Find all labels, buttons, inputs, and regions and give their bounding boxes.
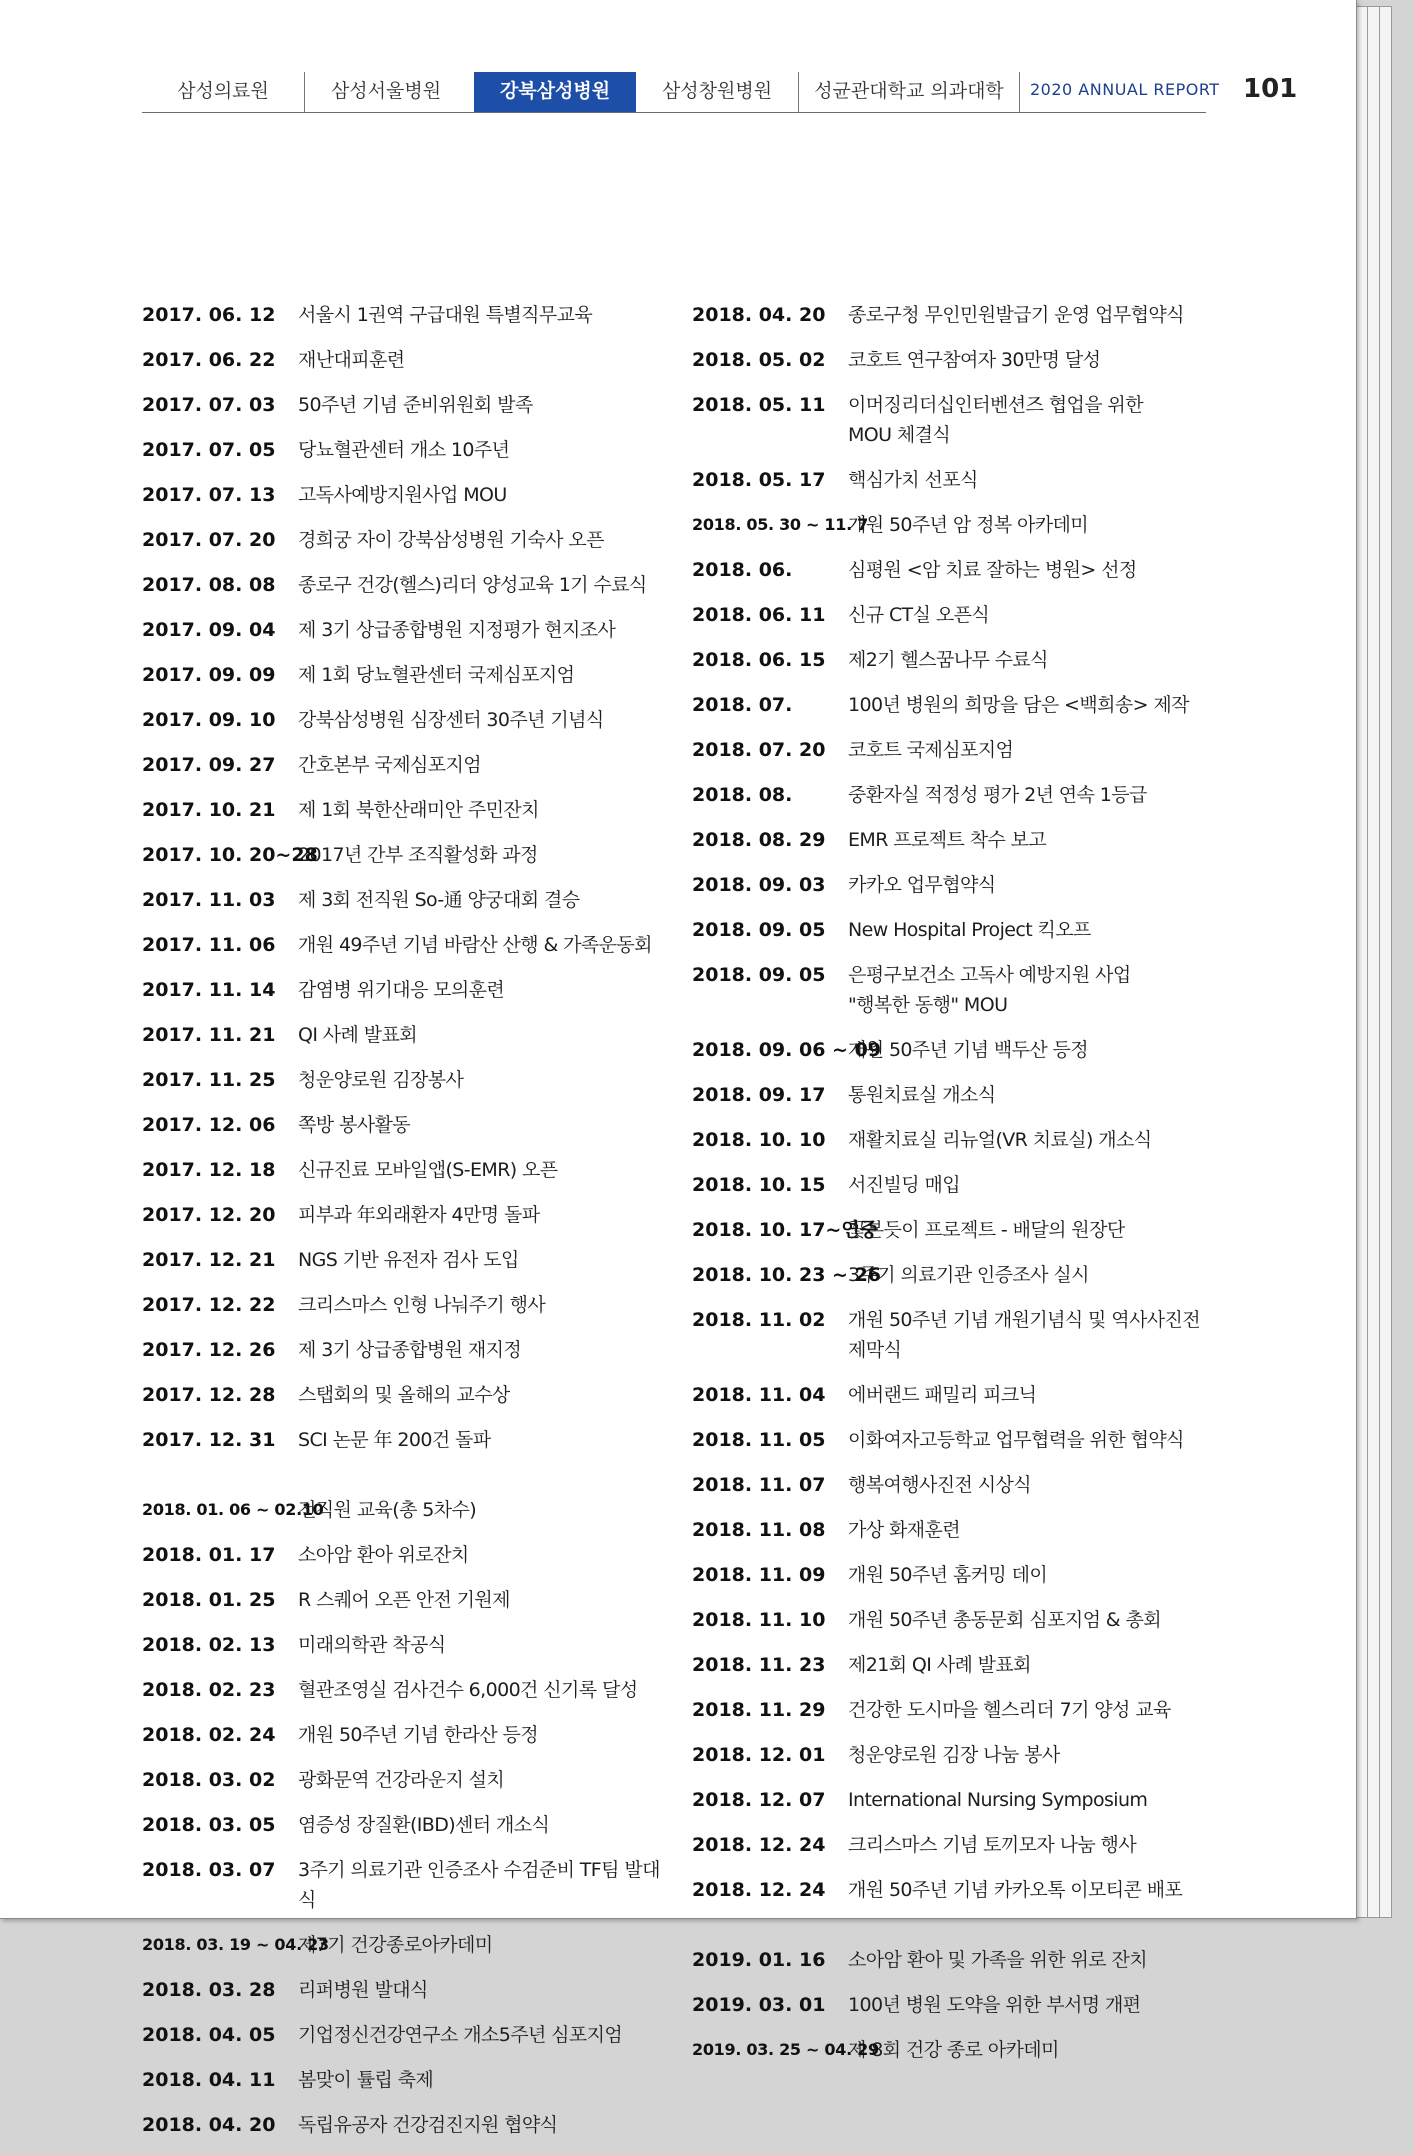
- entry-date: 2017. 07. 13: [142, 484, 276, 506]
- timeline-entry: [692, 555, 1212, 585]
- entry-text: 서울시 1권역 구급대원 특별직무교육: [298, 304, 593, 326]
- timeline-entry: [142, 705, 672, 735]
- timeline-entry: [692, 1215, 1212, 1245]
- entry-date: 2018. 01. 17: [142, 1544, 276, 1566]
- entry-text: 개원 50주년 홈커밍 데이: [848, 1564, 1048, 1586]
- entry-date: 2018. 11. 05: [692, 1429, 826, 1451]
- entry-text: 은평구보건소 고독사 예방지원 사업: [848, 964, 1131, 986]
- timeline-entry: [692, 1560, 1212, 1590]
- timeline-entry: [692, 1260, 1212, 1290]
- entry-text: 3주기 의료기관 인증조사 수검준비 TF팀 발대식: [298, 1859, 660, 1911]
- timeline-entry: [142, 1810, 672, 1840]
- entry-text: 간호본부 국제심포지엄: [298, 754, 481, 776]
- entry-text: 서진빌딩 매입: [848, 1174, 960, 1196]
- entry-date: 2018. 10. 15: [692, 1174, 826, 1196]
- timeline-entry: [142, 2020, 672, 2050]
- entry-text: 독립유공자 건강검진지원 협약식: [298, 2114, 558, 2136]
- entry-text: 제2기 헬스꿈나무 수료식: [848, 649, 1048, 671]
- entry-date: 2017. 07. 03: [142, 394, 276, 416]
- entry-date: 2017. 09. 10: [142, 709, 276, 731]
- timeline-entry: [142, 885, 672, 915]
- entry-date: 2018. 09. 05: [692, 919, 826, 941]
- entry-text: 개원 50주년 기념 카카오톡 이모티콘 배포: [848, 1879, 1183, 1901]
- entry-text: 소아암 환아 위로잔치: [298, 1544, 469, 1566]
- tab-kangbuk-samsung-hospital[interactable]: 강북삼성병원: [474, 72, 636, 112]
- entry-text: 에버랜드 패밀리 피크닉: [848, 1384, 1037, 1406]
- entry-text: 제 1회 북한산래미안 주민잔치: [298, 799, 539, 821]
- entry-date: 2017. 10. 20~28: [142, 844, 318, 866]
- entry-text: 종로구청 무인민원발급기 운영 업무협약식: [848, 304, 1184, 326]
- timeline-entry: [142, 300, 672, 330]
- timeline-entry: [692, 1695, 1212, 1725]
- entry-text: 신규진료 모바일앱(S-EMR) 오픈: [298, 1159, 558, 1181]
- page-number: 101: [1243, 74, 1298, 104]
- entry-date: 2018. 11. 09: [692, 1564, 826, 1586]
- timeline-entry: [692, 915, 1212, 945]
- entry-date: 2017. 09. 09: [142, 664, 276, 686]
- entry-date: 2018. 03. 07: [142, 1859, 276, 1881]
- entry-date: 2018. 12. 01: [692, 1744, 826, 1766]
- entry-date: 2018. 05. 02: [692, 349, 826, 371]
- entry-text: 봄맞이 튤립 축제: [298, 2069, 434, 2091]
- timeline-entry: [142, 1720, 672, 1750]
- entry-date: 2018. 07.: [692, 694, 793, 716]
- entry-date: 2018. 09. 06 ~ 09: [692, 1039, 882, 1061]
- entry-text-continued: "행복한 동행" MOU: [848, 994, 1008, 1016]
- tab-samsung-changwon-hospital[interactable]: 삼성창원병원: [636, 72, 799, 112]
- entry-text: 소아암 환아 및 가족을 위한 위로 잔치: [848, 1949, 1147, 1971]
- entry-date: 2018. 12. 24: [692, 1879, 826, 1901]
- entry-date: 2017. 12. 22: [142, 1294, 276, 1316]
- timeline-entry: [142, 930, 672, 960]
- entry-text: 3주기 의료기관 인증조사 실시: [848, 1264, 1089, 1286]
- timeline-entry: [142, 660, 672, 690]
- entry-text: 경희궁 자이 강북삼성병원 기숙사 오픈: [298, 529, 604, 551]
- entry-text: 개원 49주년 기념 바람산 산행 & 가족운동회: [298, 934, 652, 956]
- entry-date: 2018. 02. 24: [142, 1724, 276, 1746]
- timeline-entry: [142, 840, 672, 870]
- timeline-entry: [142, 1855, 672, 1915]
- timeline-entry: [142, 1765, 672, 1795]
- entry-text-continued: MOU 체결식: [848, 424, 951, 446]
- timeline-entry: [142, 1380, 672, 1410]
- entry-date: 2017. 09. 04: [142, 619, 276, 641]
- timeline-entry: [692, 1785, 1212, 1815]
- timeline-entry: [692, 1035, 1212, 1065]
- timeline-entry: [142, 2065, 672, 2095]
- entry-text: 제 3기 상급종합병원 재지정: [298, 1339, 522, 1361]
- entry-text: EMR 프로젝트 착수 보고: [848, 829, 1047, 851]
- entry-date: 2018. 11. 02: [692, 1309, 826, 1331]
- entry-date: 2018. 12. 07: [692, 1789, 826, 1811]
- entry-date: 2017. 11. 14: [142, 979, 276, 1001]
- entry-date: 2018. 11. 10: [692, 1609, 826, 1631]
- entry-text: 크리스마스 기념 토끼모자 나눔 행사: [848, 1834, 1137, 1856]
- timeline-entry: [142, 1585, 672, 1615]
- entry-text: 감염병 위기대응 모의훈련: [298, 979, 505, 1001]
- entry-text: 심평원 <암 치료 잘하는 병원> 선정: [848, 559, 1137, 581]
- entry-text: SCI 논문 年 200건 돌파: [298, 1429, 491, 1451]
- timeline-entry: [142, 525, 672, 555]
- entry-text: 강북삼성병원 심장센터 30주년 기념식: [298, 709, 604, 731]
- entry-date: 2018. 06. 11: [692, 604, 826, 626]
- entry-text: 고독사예방지원사업 MOU: [298, 484, 507, 506]
- entry-date: 2018. 09. 05: [692, 964, 826, 986]
- timeline-entry: [692, 345, 1212, 375]
- timeline-entry: [692, 1380, 1212, 1410]
- timeline-entry: [692, 1080, 1212, 1110]
- entry-date: 2018. 11. 23: [692, 1654, 826, 1676]
- timeline-entry: [692, 1425, 1212, 1455]
- timeline-entry: [142, 795, 672, 825]
- timeline-entry: [142, 1495, 672, 1525]
- timeline-column-right: [692, 300, 1212, 2080]
- timeline-entry: [692, 1740, 1212, 1770]
- entry-text: 건강한 도시마을 헬스리더 7기 양성 교육: [848, 1699, 1171, 1721]
- entry-date: 2017. 08. 08: [142, 574, 276, 596]
- entry-text: 제 3기 상급종합병원 지정평가 현지조사: [298, 619, 616, 641]
- entry-text: 개원 50주년 기념 개원기념식 및 역사사진전: [848, 1309, 1200, 1331]
- entry-date: 2018. 03. 28: [142, 1979, 276, 2001]
- timeline-entry: [692, 1170, 1212, 1200]
- entry-date: 2019. 01. 16: [692, 1949, 826, 1971]
- entry-date: 2017. 06. 22: [142, 349, 276, 371]
- timeline-entry: [692, 1605, 1212, 1635]
- entry-date: 2018. 03. 05: [142, 1814, 276, 1836]
- entry-date: 2018. 06. 15: [692, 649, 826, 671]
- entry-text: 청운양로원 김장 나눔 봉사: [848, 1744, 1060, 1766]
- timeline-entry: [142, 1245, 672, 1275]
- entry-text: 제 1회 당뇨혈관센터 국제심포지엄: [298, 664, 575, 686]
- entry-date: 2018. 11. 08: [692, 1519, 826, 1541]
- entry-date: 2018. 07. 20: [692, 739, 826, 761]
- entry-text: NGS 기반 유전자 검사 도입: [298, 1249, 519, 1271]
- timeline-entry: [692, 390, 1212, 450]
- entry-date: 2017. 12. 20: [142, 1204, 276, 1226]
- timeline-entry: [692, 690, 1212, 720]
- timeline-entry: [692, 870, 1212, 900]
- entry-text: 재난대피훈련: [298, 349, 405, 371]
- entry-date: 2018. 10. 10: [692, 1129, 826, 1151]
- entry-text: 피부과 年외래환자 4만명 돌파: [298, 1204, 540, 1226]
- entry-text: 100년 병원 도약을 위한 부서명 개편: [848, 1994, 1141, 2016]
- entry-text: 청운양로원 김장봉사: [298, 1069, 464, 1091]
- entry-date: 2018. 03. 19 ~ 04. 23: [142, 1935, 329, 1954]
- entry-text: 행복여행사진전 시상식: [848, 1474, 1031, 1496]
- annual-report-label: 2020 ANNUAL REPORT: [1030, 80, 1220, 99]
- timeline-entry: [692, 465, 1212, 495]
- entry-date: 2017. 11. 25: [142, 1069, 276, 1091]
- entry-text: 50주년 기념 준비위원회 발족: [298, 394, 533, 416]
- timeline-entry: [692, 2035, 1212, 2065]
- entry-text: 스탭회의 및 올해의 교수상: [298, 1384, 510, 1406]
- tab-samsung-medical-center[interactable]: 삼성의료원: [142, 72, 305, 112]
- timeline-entry: [142, 750, 672, 780]
- entry-text: 카카오 업무협약식: [848, 874, 996, 896]
- entry-text: 2017년 간부 조직활성화 과정: [298, 844, 538, 866]
- timeline-entry: [692, 1945, 1212, 1975]
- entry-date: 2018. 11. 07: [692, 1474, 826, 1496]
- timeline-entry: [692, 735, 1212, 765]
- entry-text: 제7기 건강종로아카데미: [298, 1934, 493, 1956]
- entry-date: 2018. 02. 13: [142, 1634, 276, 1656]
- entry-date: 2019. 03. 01: [692, 1994, 826, 2016]
- entry-date: 2017. 12. 26: [142, 1339, 276, 1361]
- entry-text: 제21회 QI 사례 발표회: [848, 1654, 1031, 1676]
- entry-text: New Hospital Project 킥오프: [848, 919, 1091, 941]
- entry-text: 개원 50주년 기념 한라산 등정: [298, 1724, 539, 1746]
- timeline-entry: [692, 1650, 1212, 1680]
- timeline-entry: [142, 615, 672, 645]
- entry-text: 염증성 장질환(IBD)센터 개소식: [298, 1814, 550, 1836]
- entry-date: 2018. 02. 23: [142, 1679, 276, 1701]
- entry-text: 통원치료실 개소식: [848, 1084, 996, 1106]
- entry-text: 개원 50주년 암 정복 아카데미: [848, 514, 1089, 536]
- entry-text: 기업정신건강연구소 개소5주년 심포지엄: [298, 2024, 623, 2046]
- timeline-entry: [142, 570, 672, 600]
- timeline-entry: [142, 1200, 672, 1230]
- entry-text: 이머징리더십인터벤션즈 협업을 위한: [848, 394, 1143, 416]
- entry-date: 2017. 12. 06: [142, 1114, 276, 1136]
- entry-text: 100년 병원의 희망을 담은 <백희송> 제작: [848, 694, 1189, 716]
- timeline-entry: [142, 1630, 672, 1660]
- entry-text-continued: 제막식: [848, 1339, 902, 1361]
- timeline-entry: [142, 435, 672, 465]
- entry-date: 2017. 11. 06: [142, 934, 276, 956]
- entry-text: R 스퀘어 오픈 안전 기원제: [298, 1589, 510, 1611]
- entry-date: 2017. 09. 27: [142, 754, 276, 776]
- timeline-entry: [142, 1335, 672, 1365]
- timeline-entry: [142, 345, 672, 375]
- timeline-entry: [142, 1020, 672, 1050]
- tab-skku-medical-school[interactable]: 성균관대학교 의과대학: [799, 72, 1020, 112]
- entry-date: 2018. 11. 29: [692, 1699, 826, 1721]
- entry-date: 2018. 08. 29: [692, 829, 826, 851]
- tab-samsung-seoul-hospital[interactable]: 삼성서울병원: [330, 80, 442, 102]
- entry-text: 가상 화재훈련: [848, 1519, 960, 1541]
- timeline-entry: [142, 1425, 672, 1455]
- entry-date: 2017. 10. 21: [142, 799, 276, 821]
- entry-text: 전직원 교육(총 5차수): [298, 1499, 477, 1521]
- timeline-entry: [142, 1290, 672, 1320]
- entry-date: 2017. 12. 18: [142, 1159, 276, 1181]
- timeline-entry: [692, 1470, 1212, 1500]
- entry-date: 2017. 07. 20: [142, 529, 276, 551]
- entry-date: 2017. 11. 03: [142, 889, 276, 911]
- timeline-entry: [142, 2110, 672, 2140]
- timeline-entry: [142, 1930, 672, 1960]
- entry-date: 2018. 06.: [692, 559, 793, 581]
- entry-text: 코호트 국제심포지엄: [848, 739, 1014, 761]
- entry-date: 2018. 10. 23 ~ 26: [692, 1264, 882, 1286]
- entry-text: 재활치료실 리뉴얼(VR 치료실) 개소식: [848, 1129, 1152, 1151]
- entry-text: 광화문역 건강라운지 설치: [298, 1769, 505, 1791]
- timeline-entry: [692, 600, 1212, 630]
- entry-text: 신규 CT실 오픈식: [848, 604, 990, 626]
- timeline-entry: [142, 480, 672, 510]
- timeline-entry: [142, 1065, 672, 1095]
- entry-text: 종로구 건강(헬스)리더 양성교육 1기 수료식: [298, 574, 647, 596]
- entry-text: 당뇨혈관센터 개소 10주년: [298, 439, 510, 461]
- entry-date: 2018. 12. 24: [692, 1834, 826, 1856]
- entry-date: 2018. 04. 11: [142, 2069, 276, 2091]
- entry-date: 2018. 01. 25: [142, 1589, 276, 1611]
- timeline-entry: [142, 1975, 672, 2005]
- timeline-entry: [142, 390, 672, 420]
- timeline-entry: [142, 1110, 672, 1140]
- entry-date: 2018. 03. 02: [142, 1769, 276, 1791]
- timeline-entry: [142, 975, 672, 1005]
- timeline-column-left: [142, 300, 672, 2155]
- entry-date: 2018. 08.: [692, 784, 793, 806]
- entry-date: 2018. 04. 20: [692, 304, 826, 326]
- timeline-entry: [692, 1830, 1212, 1860]
- entry-date: 2018. 01. 06 ~ 02.10: [142, 1500, 324, 1519]
- entry-date: 2017. 06. 12: [142, 304, 276, 326]
- entry-date: 2017. 12. 28: [142, 1384, 276, 1406]
- entry-text: International Nursing Symposium: [848, 1789, 1148, 1811]
- timeline-entry: [142, 1675, 672, 1705]
- timeline-entry: [142, 1540, 672, 1570]
- timeline-entry: [692, 300, 1212, 330]
- entry-text: 코호트 연구참여자 30만명 달성: [848, 349, 1101, 371]
- entry-text: 개원 50주년 기념 백두산 등정: [848, 1039, 1089, 1061]
- timeline-entry: [692, 825, 1212, 855]
- entry-text: 제 8회 건강 종로 아카데미: [848, 2039, 1059, 2061]
- entry-text: 핵심가치 선포식: [848, 469, 978, 491]
- entry-date: 2018. 11. 04: [692, 1384, 826, 1406]
- entry-date: 2018. 05. 17: [692, 469, 826, 491]
- entry-text: QI 사례 발표회: [298, 1024, 418, 1046]
- entry-text: 혈관조영실 검사건수 6,000건 신기록 달성: [298, 1679, 638, 1701]
- entry-text: 중환자실 적정성 평가 2년 연속 1등급: [848, 784, 1147, 806]
- timeline-entry: [692, 960, 1212, 1020]
- entry-text: 리퍼병원 발대식: [298, 1979, 428, 2001]
- timeline-entry: [692, 1990, 1212, 2020]
- entry-date: 2019. 03. 25 ~ 04. 29: [692, 2040, 879, 2059]
- timeline-entry: [692, 510, 1212, 540]
- entry-date: 2017. 07. 05: [142, 439, 276, 461]
- entry-text: 미래의학관 착공식: [298, 1634, 446, 1656]
- entry-date: 2018. 04. 20: [142, 2114, 276, 2136]
- entry-date: 2018. 09. 03: [692, 874, 826, 896]
- entry-date: 2017. 12. 21: [142, 1249, 276, 1271]
- entry-date: 2018. 10. 17~연중: [692, 1219, 879, 1241]
- timeline-entry: [692, 780, 1212, 810]
- timeline-entry: [692, 1305, 1212, 1365]
- timeline-entry: [692, 645, 1212, 675]
- entry-date: 2018. 05. 30 ~ 11. 7: [692, 515, 868, 534]
- entry-date: 2018. 09. 17: [692, 1084, 826, 1106]
- entry-text: 쪽방 봉사활동: [298, 1114, 410, 1136]
- entry-text: 꽃본듯이 프로젝트 - 배달의 원장단: [848, 1219, 1125, 1241]
- entry-date: 2018. 04. 05: [142, 2024, 276, 2046]
- entry-text: 크리스마스 인형 나눠주기 행사: [298, 1294, 546, 1316]
- timeline-entry: [692, 1515, 1212, 1545]
- entry-date: 2018. 05. 11: [692, 394, 826, 416]
- entry-text: 개원 50주년 총동문회 심포지엄 & 총회: [848, 1609, 1161, 1631]
- entry-date: 2017. 12. 31: [142, 1429, 276, 1451]
- entry-text: 제 3회 전직원 So-通 양궁대회 결승: [298, 889, 580, 911]
- timeline-entry: [692, 1125, 1212, 1155]
- timeline-entry: [142, 1155, 672, 1185]
- entry-date: 2017. 11. 21: [142, 1024, 276, 1046]
- entry-text: 이화여자고등학교 업무협력을 위한 협약식: [848, 1429, 1184, 1451]
- timeline-entry: [692, 1875, 1212, 1905]
